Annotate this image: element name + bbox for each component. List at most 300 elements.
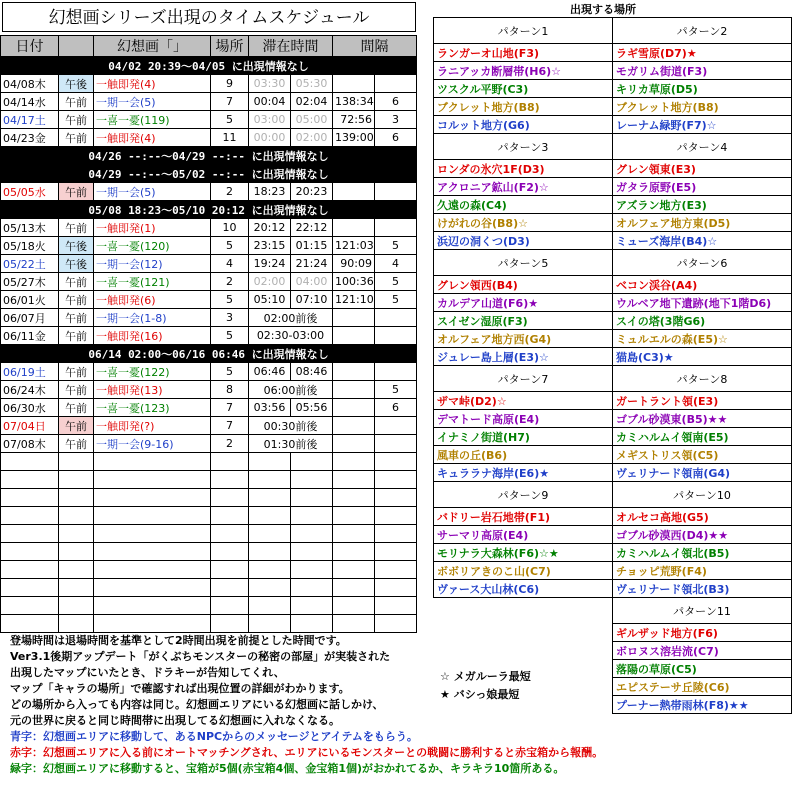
row-interval [333,309,375,327]
row-interval [333,435,375,453]
location-row [434,580,792,598]
row-stay: 02:30-03:00 [249,327,333,345]
empty-cell [333,453,375,471]
row-date: 06/19土 [1,363,59,381]
row-location: 7 [211,417,249,435]
location-cell: けがれの谷(B8)☆ [434,214,613,232]
empty-cell [375,615,417,633]
pattern-label: パターン1 [434,18,613,44]
empty-cell [211,471,249,489]
location-cell: ガタラ原野(E5) [613,178,792,196]
empty-cell [211,543,249,561]
location-cell: カミハルムイ領北(B5) [613,544,792,562]
empty-cell [375,453,417,471]
empty-cell [333,471,375,489]
empty-cell [1,561,59,579]
empty-row [1,615,417,633]
location-cell: ベコン渓谷(A4) [613,276,792,294]
row-location: 5 [211,363,249,381]
row-event: 一喜一憂(120) [94,237,211,255]
empty-cell [249,561,291,579]
row-date: 06/07月 [1,309,59,327]
empty-row [1,453,417,471]
row-interval: 138:34 [333,93,375,111]
row-ampm: 午前 [59,183,94,201]
table-row [1,309,417,327]
pattern-header-row [434,482,792,508]
empty-cell [94,507,211,525]
empty-cell [211,579,249,597]
empty-cell [1,471,59,489]
pattern-label: パターン5 [434,250,613,276]
empty-cell [333,525,375,543]
row-date: 07/08木 [1,435,59,453]
empty-row [1,579,417,597]
row-interval [333,363,375,381]
empty-cell [375,471,417,489]
row-event: 一触即発(13) [94,381,211,399]
row-start: 02:00 [249,273,291,291]
empty-cell [375,597,417,615]
location-cell: オルセコ高地(G5) [613,508,792,526]
location-row [434,44,792,62]
note-line: マップ「キャラの場所」で確認すれば出現位置の詳細がわかります。 [10,682,350,695]
row-ampm: 午前 [59,399,94,417]
row-count: 4 [375,255,417,273]
location-row [434,464,792,482]
pattern-label: パターン8 [613,366,792,392]
empty-cell [375,525,417,543]
row-location: 5 [211,291,249,309]
row-location: 2 [211,273,249,291]
row-event: 一喜一憂(119) [94,111,211,129]
row-ampm: 午前 [59,93,94,111]
header-ampm [59,36,94,57]
location-cell: ランガーオ山地(F3) [434,44,613,62]
row-date: 06/30水 [1,399,59,417]
empty-cell [211,615,249,633]
notice-text: 04/26 --:--～04/29 --:-- に出現情報なし [1,147,417,165]
empty-cell [333,489,375,507]
pattern-header-row [434,18,792,44]
notice-row [1,57,417,75]
row-ampm: 午後 [59,237,94,255]
empty-cell [291,489,333,507]
row-ampm: 午前 [59,381,94,399]
row-start: 00:00 [249,129,291,147]
row-ampm: 午前 [59,435,94,453]
note-line: 元の世界に戻ると同じ時間帯に出現してる幻想画に入れなくなる。 [10,714,340,727]
row-count [375,75,417,93]
table-row [1,255,417,273]
location-row [434,562,792,580]
row-count: 6 [375,399,417,417]
table-row [1,129,417,147]
empty-row [1,507,417,525]
empty-row [1,525,417,543]
empty-cell [291,543,333,561]
header-date: 日付 [1,36,59,57]
location-cell: プーナー熱帯雨林(F8)★★ [613,696,792,714]
row-interval [333,183,375,201]
row-count: 3 [375,111,417,129]
row-location: 7 [211,399,249,417]
row-location: 8 [211,381,249,399]
table-row [1,183,417,201]
pattern-label: パターン4 [613,134,792,160]
row-date: 05/18火 [1,237,59,255]
notice-text: 06/14 02:00～06/16 06:46 に出現情報なし [1,345,417,363]
row-event: 一期一会(9-16) [94,435,211,453]
row-end: 21:24 [291,255,333,273]
row-ampm: 午前 [59,129,94,147]
location-row [434,392,792,410]
empty-cell [59,597,94,615]
empty-cell [94,543,211,561]
empty-cell [249,615,291,633]
location-cell: キリカ草原(D5) [613,80,792,98]
locations-title: 出現する場所 [570,3,636,16]
patterns-table [433,17,792,714]
row-ampm: 午前 [59,273,94,291]
empty-cell [94,525,211,543]
table-row [1,219,417,237]
row-start: 19:24 [249,255,291,273]
table-row [1,111,417,129]
location-cell: ラギ雪原(D7)★ [613,44,792,62]
row-ampm: 午前 [59,327,94,345]
location-cell: 落陽の草原(C5) [613,660,792,678]
row-ampm: 午後 [59,75,94,93]
row-count [375,435,417,453]
location-cell: カミハルムイ領南(E5) [613,428,792,446]
header-location: 場所 [211,36,249,57]
note-line: 青字：幻想画エリアに移動して、あるNPCからのメッセージとアイテムをもらう。 [10,730,418,743]
row-count: 5 [375,237,417,255]
location-row [434,116,792,134]
table-row [1,435,417,453]
row-ampm: 午前 [59,309,94,327]
pattern-header-row [434,134,792,160]
row-location: 3 [211,309,249,327]
empty-cell [59,471,94,489]
row-start: 05:10 [249,291,291,309]
empty-cell [249,507,291,525]
empty-row [1,471,417,489]
empty-cell [375,561,417,579]
table-row [1,291,417,309]
location-cell: モリナラ大森林(F6)☆★ [434,544,613,562]
location-row [434,312,792,330]
table-row [1,75,417,93]
location-cell: キュララナ海岸(E6)★ [434,464,613,482]
empty-cell [291,597,333,615]
row-start: 03:30 [249,75,291,93]
location-row [434,178,792,196]
row-interval [333,327,375,345]
row-location: 7 [211,93,249,111]
row-date: 07/04日 [1,417,59,435]
row-end: 05:30 [291,75,333,93]
empty-cell [375,579,417,597]
row-location: 9 [211,75,249,93]
location-cell: アクロニア鉱山(F2)☆ [434,178,613,196]
location-cell: ゴブル砂漠西(D4)★★ [613,526,792,544]
row-start: 20:12 [249,219,291,237]
location-row [434,508,792,526]
row-count [375,417,417,435]
pattern-header-row [434,598,792,624]
row-event: 一期一会(5) [94,183,211,201]
row-date: 04/17土 [1,111,59,129]
empty-cell [211,525,249,543]
empty-cell [375,489,417,507]
row-count: 6 [375,93,417,111]
empty-cell [1,525,59,543]
location-cell: エピステーサ丘陵(C6) [613,678,792,696]
location-cell: ウルベア地下遺跡(地下1階D6) [613,294,792,312]
note-line: 出現したマップにいたとき、ドラキーが告知してくれ、 [10,666,285,679]
empty-cell [94,579,211,597]
location-row [434,98,792,116]
empty-row [1,489,417,507]
page-title: 幻想画シリーズ出現のタイムスケジュール [2,2,416,32]
location-cell: イナミノ街道(H7) [434,428,613,446]
empty-cell [1,489,59,507]
row-end: 04:00 [291,273,333,291]
row-event: 一触即発(?) [94,417,211,435]
location-cell: レーナム緑野(F7)☆ [613,116,792,134]
location-cell: ヴェリナード領南(G4) [613,464,792,482]
row-end: 05:56 [291,399,333,417]
row-end: 08:46 [291,363,333,381]
location-row [434,330,792,348]
pattern-label: パターン9 [434,482,613,508]
row-interval [333,219,375,237]
empty-cell [94,489,211,507]
empty-cell [249,453,291,471]
location-row [434,544,792,562]
empty-cell [59,579,94,597]
row-date: 05/22土 [1,255,59,273]
row-location: 2 [211,435,249,453]
empty-cell [291,453,333,471]
location-row [434,294,792,312]
empty-cell [59,615,94,633]
location-cell: ガートラント領(E3) [613,392,792,410]
row-location: 10 [211,219,249,237]
pattern-label: パターン11 [613,598,792,624]
empty-cell [211,489,249,507]
empty-cell [434,624,613,642]
row-event: 一触即発(16) [94,327,211,345]
row-start: 03:00 [249,111,291,129]
schedule-table [0,35,417,633]
location-cell: スイゼン湿原(F3) [434,312,613,330]
location-row [434,196,792,214]
pattern-label: パターン7 [434,366,613,392]
row-interval: 121:03 [333,237,375,255]
location-cell: 猫島(C3)★ [613,348,792,366]
legend-item: ★ バシっ娘最短 [440,688,520,701]
location-cell: 久遠の森(C4) [434,196,613,214]
notice-row [1,147,417,165]
row-count [375,309,417,327]
location-cell: ボロヌス溶岩流(C7) [613,642,792,660]
row-interval [333,417,375,435]
pattern-label: パターン3 [434,134,613,160]
location-cell: チョッピ荒野(F4) [613,562,792,580]
row-interval: 121:10 [333,291,375,309]
row-end: 20:23 [291,183,333,201]
empty-cell [211,507,249,525]
empty-cell [291,561,333,579]
row-stay: 01:30前後 [249,435,333,453]
location-cell: ヴェリナード領北(B3) [613,580,792,598]
row-count [375,327,417,345]
note-line: どの場所から入っても内容は同じ。幻想画エリアにいる幻想画に話しかけ、 [10,698,384,711]
location-cell: 風車の丘(B6) [434,446,613,464]
location-cell: コルット地方(G6) [434,116,613,134]
location-cell: ミューズ海岸(B4)☆ [613,232,792,250]
row-event: 一喜一憂(121) [94,273,211,291]
pattern-header-row [434,250,792,276]
empty-cell [291,615,333,633]
location-cell: 浜辺の洞くつ(D3) [434,232,613,250]
notice-row [1,165,417,183]
location-cell: サーマリ高原(E4) [434,526,613,544]
location-row [434,160,792,178]
empty-cell [333,615,375,633]
empty-cell [291,471,333,489]
header-stay: 滞在時間 [249,36,333,57]
note-line: 赤字：幻想画エリアに入る前にオートマッチングされ、エリアにいるモンスターとの戦闘に勝利すると赤宝箱から報酬。 [10,746,604,759]
location-cell: ギルザッド地方(F6) [613,624,792,642]
table-row [1,399,417,417]
row-interval [333,399,375,417]
row-event: 一喜一憂(122) [94,363,211,381]
note-line: Ver3.1後期アップデート「がくぶちモンスターの秘密の部屋」が実装された [10,650,391,663]
pattern-label: パターン6 [613,250,792,276]
empty-cell [249,525,291,543]
location-cell: バドリー岩石地帯(F1) [434,508,613,526]
location-row [434,624,792,642]
location-row [434,276,792,294]
notice-row [1,201,417,219]
row-location: 11 [211,129,249,147]
empty-cell [375,507,417,525]
row-end: 01:15 [291,237,333,255]
table-row [1,237,417,255]
row-event: 一喜一憂(123) [94,399,211,417]
row-event: 一期一会(5) [94,93,211,111]
location-cell: ザマ峠(D2)☆ [434,392,613,410]
location-cell: ブクレット地方(B8) [613,98,792,116]
empty-cell [249,471,291,489]
row-interval: 72:56 [333,111,375,129]
location-row [434,642,792,660]
row-ampm: 午前 [59,291,94,309]
empty-cell [59,543,94,561]
row-ampm: 午前 [59,363,94,381]
location-cell: ゴブル砂漠東(B5)★★ [613,410,792,428]
row-interval [333,75,375,93]
legend-item: ☆ メガルーラ最短 [440,670,531,683]
empty-cell [59,453,94,471]
row-ampm: 午前 [59,219,94,237]
location-cell: モガリム街道(F3) [613,62,792,80]
row-ampm: 午前 [59,111,94,129]
location-cell: オルフェア地方東(D5) [613,214,792,232]
pattern-header-row [434,366,792,392]
pattern-label: パターン2 [613,18,792,44]
row-event: 一触即発(4) [94,129,211,147]
note-line: 緑字：幻想画エリアに移動すると、宝箱が5個(赤宝箱4個、金宝箱1個)がおかれてるか、キラキラ10箇所ある。 [10,762,565,775]
row-event: 一期一会(1-8) [94,309,211,327]
row-event: 一触即発(1) [94,219,211,237]
location-row [434,428,792,446]
row-date: 05/05水 [1,183,59,201]
row-count: 5 [375,291,417,309]
row-stay: 06:00前後 [249,381,333,399]
empty-cell [211,453,249,471]
row-stay: 02:00前後 [249,309,333,327]
row-event: 一触即発(6) [94,291,211,309]
location-row [434,526,792,544]
table-row [1,273,417,291]
row-date: 04/08木 [1,75,59,93]
location-cell: デマトード高原(E4) [434,410,613,428]
location-cell: スイの塔(3階G6) [613,312,792,330]
row-stay: 00:30前後 [249,417,333,435]
empty-cell [59,507,94,525]
row-count: 5 [375,273,417,291]
location-row [434,214,792,232]
row-end: 05:00 [291,111,333,129]
pattern-label: パターン10 [613,482,792,508]
row-count: 6 [375,129,417,147]
empty-cell [249,579,291,597]
empty-cell [249,597,291,615]
empty-row [1,597,417,615]
row-location: 2 [211,183,249,201]
row-interval [333,381,375,399]
row-count [375,219,417,237]
row-end: 02:04 [291,93,333,111]
notice-text: 04/02 20:39～04/05 に出現情報なし [1,57,417,75]
row-count: 5 [375,381,417,399]
row-date: 06/01火 [1,291,59,309]
location-cell: ミュルエルの森(E5)☆ [613,330,792,348]
location-row [434,410,792,428]
location-cell: ラニアッカ断層帯(H6)☆ [434,62,613,80]
notice-text: 05/08 18:23～05/10 20:12 に出現情報なし [1,201,417,219]
row-end: 07:10 [291,291,333,309]
empty-cell [333,561,375,579]
location-cell: ジュレー島上層(E3)☆ [434,348,613,366]
row-start: 03:56 [249,399,291,417]
location-cell: カルデア山道(F6)★ [434,294,613,312]
row-location: 5 [211,237,249,255]
row-count [375,363,417,381]
empty-cell [1,579,59,597]
row-date: 06/11金 [1,327,59,345]
notice-row [1,345,417,363]
empty-row [1,543,417,561]
empty-cell [94,561,211,579]
row-location: 5 [211,111,249,129]
header-interval: 間隔 [333,36,417,57]
